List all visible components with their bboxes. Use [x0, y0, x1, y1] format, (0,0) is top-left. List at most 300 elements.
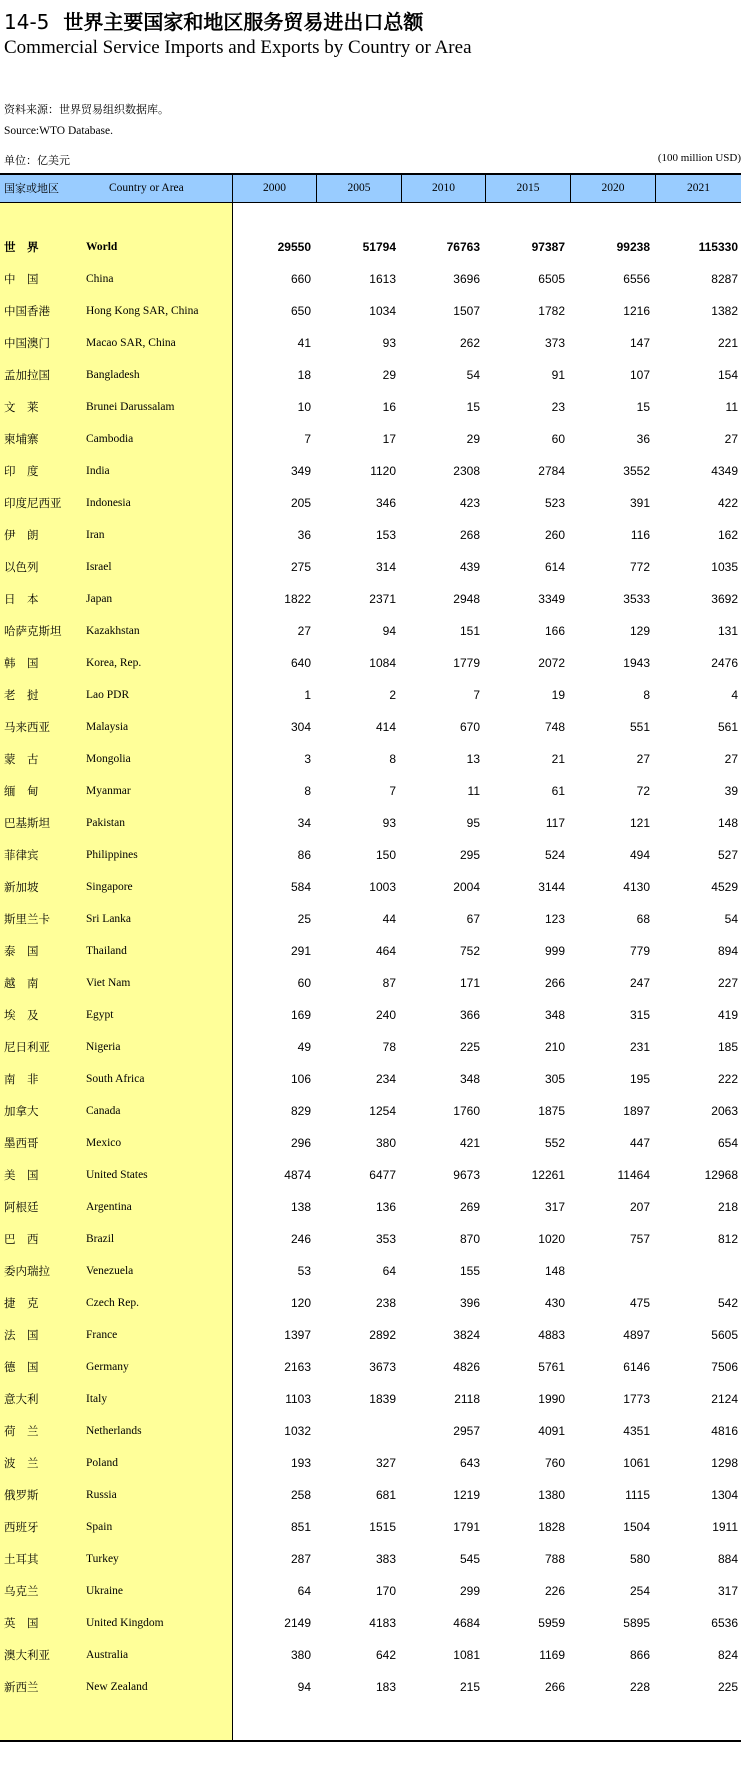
value-cell: 870	[459, 1232, 480, 1246]
value-cell: 3	[304, 752, 311, 766]
country-name-en: Indonesia	[86, 497, 131, 509]
value-cell: 5605	[711, 1328, 738, 1342]
country-name-cn: 乌克兰	[4, 1584, 39, 1598]
value-cell: 4	[731, 688, 738, 702]
country-name-cn: 南 非	[4, 1072, 39, 1086]
value-cell: 305	[544, 1072, 565, 1086]
value-cell: 5959	[538, 1616, 565, 1630]
country-name-en: World	[86, 241, 118, 253]
value-cell: 2004	[453, 880, 480, 894]
value-cell: 894	[717, 944, 738, 958]
value-cell: 8	[389, 752, 396, 766]
value-cell: 1875	[538, 1104, 565, 1118]
value-cell: 383	[375, 1552, 396, 1566]
value-cell: 15	[466, 400, 480, 414]
value-cell: 10	[297, 400, 311, 414]
value-cell: 1822	[284, 592, 311, 606]
source-en: Source:WTO Database.	[4, 125, 113, 137]
value-cell: 27	[724, 752, 738, 766]
value-cell: 169	[290, 1008, 311, 1022]
value-cell: 7	[389, 784, 396, 798]
table-row	[0, 1639, 741, 1671]
value-cell: 87	[382, 976, 396, 990]
value-cell: 17	[382, 432, 396, 446]
value-cell: 317	[717, 1584, 738, 1598]
value-cell: 3144	[538, 880, 565, 894]
country-name-cn: 印度尼西亚	[4, 496, 62, 510]
value-cell: 2308	[453, 464, 480, 478]
value-cell: 123	[544, 912, 565, 926]
header-year: 2021	[655, 175, 741, 202]
country-name-cn: 加拿大	[4, 1104, 39, 1118]
table-row	[0, 391, 741, 423]
value-cell: 131	[717, 624, 738, 638]
value-cell: 1298	[711, 1456, 738, 1470]
table-header	[0, 173, 741, 203]
value-cell: 11464	[617, 1168, 650, 1182]
header-year: 2010	[401, 175, 485, 202]
country-name-en: United Kingdom	[86, 1617, 164, 1629]
value-cell: 266	[544, 1680, 565, 1694]
country-name-en: Poland	[86, 1457, 118, 1469]
value-cell: 353	[375, 1232, 396, 1246]
value-cell: 1943	[623, 656, 650, 670]
value-cell: 1760	[453, 1104, 480, 1118]
country-name-en: South Africa	[86, 1073, 145, 1085]
value-cell: 54	[724, 912, 738, 926]
country-name-en: China	[86, 273, 114, 285]
value-cell: 148	[717, 816, 738, 830]
country-name-en: Japan	[86, 593, 113, 605]
value-cell: 851	[290, 1520, 311, 1534]
value-cell: 2948	[453, 592, 480, 606]
table-row	[0, 519, 741, 551]
value-cell: 757	[629, 1232, 650, 1246]
value-cell: 527	[717, 848, 738, 862]
value-cell: 6536	[711, 1616, 738, 1630]
value-cell: 315	[629, 1008, 650, 1022]
value-cell: 18	[297, 368, 311, 382]
value-cell: 291	[290, 944, 311, 958]
country-name-cn: 日 本	[4, 592, 39, 606]
value-cell: 97387	[531, 240, 565, 254]
value-cell: 78	[382, 1040, 396, 1054]
value-cell: 115330	[698, 240, 738, 254]
value-cell: 4883	[538, 1328, 565, 1342]
value-cell: 3552	[623, 464, 650, 478]
country-name-cn: 中 国	[4, 272, 39, 286]
header-year: 2020	[570, 175, 655, 202]
country-name-cn: 斯里兰卡	[4, 912, 50, 926]
value-cell: 34	[297, 816, 311, 830]
country-name-en: Turkey	[86, 1553, 119, 1565]
value-cell: 23	[551, 400, 565, 414]
value-cell: 15	[636, 400, 650, 414]
country-name-cn: 俄罗斯	[4, 1488, 39, 1502]
value-cell: 153	[375, 528, 396, 542]
value-cell: 117	[545, 816, 565, 830]
country-name-en: New Zealand	[86, 1681, 148, 1693]
value-cell: 4826	[453, 1360, 480, 1374]
value-cell: 64	[382, 1264, 396, 1278]
value-cell: 866	[629, 1648, 650, 1662]
value-cell: 29	[466, 432, 480, 446]
country-name-cn: 荷 兰	[4, 1424, 39, 1438]
value-cell: 183	[375, 1680, 396, 1694]
value-cell: 155	[459, 1264, 480, 1278]
table-row	[0, 743, 741, 775]
country-name-cn: 中国澳门	[4, 336, 50, 350]
country-name-cn: 巴 西	[4, 1232, 39, 1246]
value-cell: 225	[717, 1680, 738, 1694]
value-cell: 1219	[453, 1488, 480, 1502]
value-cell: 640	[290, 656, 311, 670]
value-cell: 660	[290, 272, 311, 286]
value-cell: 3824	[453, 1328, 480, 1342]
country-name-cn: 缅 甸	[4, 784, 39, 798]
value-cell: 116	[630, 528, 650, 542]
country-name-cn: 柬埔寨	[4, 432, 39, 446]
value-cell: 21	[551, 752, 565, 766]
value-cell: 760	[544, 1456, 565, 1470]
value-cell: 25	[297, 912, 311, 926]
value-cell: 1304	[711, 1488, 738, 1502]
country-name-en: Israel	[86, 561, 112, 573]
header-year: 2005	[316, 175, 401, 202]
value-cell: 6477	[369, 1168, 396, 1182]
value-cell: 3533	[623, 592, 650, 606]
value-cell: 1515	[369, 1520, 396, 1534]
value-cell: 643	[459, 1456, 480, 1470]
page-title-cn	[4, 6, 423, 35]
value-cell: 2957	[453, 1424, 480, 1438]
table-number: 14-5	[4, 10, 50, 34]
value-cell: 1254	[369, 1104, 396, 1118]
value-cell: 295	[459, 848, 480, 862]
table-row	[0, 871, 741, 903]
unit-en: (100 million USD)	[657, 152, 741, 164]
table-row	[0, 1479, 741, 1511]
country-name-en: Bangladesh	[86, 369, 140, 381]
value-cell: 4684	[453, 1616, 480, 1630]
value-cell: 260	[544, 528, 565, 542]
table-row	[0, 903, 741, 935]
value-cell: 346	[375, 496, 396, 510]
value-cell: 3696	[453, 272, 480, 286]
value-cell: 193	[290, 1456, 311, 1470]
value-cell: 812	[717, 1232, 738, 1246]
value-cell: 681	[375, 1488, 396, 1502]
table-row	[0, 1127, 741, 1159]
value-cell: 5895	[623, 1616, 650, 1630]
value-cell: 580	[629, 1552, 650, 1566]
value-cell: 373	[544, 336, 565, 350]
value-cell: 138	[290, 1200, 311, 1214]
value-cell: 327	[375, 1456, 396, 1470]
value-cell: 6146	[623, 1360, 650, 1374]
value-cell: 4091	[538, 1424, 565, 1438]
value-cell: 296	[290, 1136, 311, 1150]
country-name-en: Malaysia	[86, 721, 129, 733]
value-cell: 439	[459, 560, 480, 574]
country-name-cn: 蒙 古	[4, 752, 39, 766]
table-row	[0, 583, 741, 615]
table-row	[0, 359, 741, 391]
value-cell: 154	[717, 368, 738, 382]
value-cell: 1828	[538, 1520, 565, 1534]
value-cell: 884	[717, 1552, 738, 1566]
country-name-en: Czech Rep.	[86, 1297, 140, 1309]
value-cell: 1791	[453, 1520, 480, 1534]
value-cell: 205	[290, 496, 311, 510]
table-row	[0, 1607, 741, 1639]
value-cell: 13	[466, 752, 480, 766]
value-cell: 51794	[362, 240, 396, 254]
value-cell: 275	[290, 560, 311, 574]
country-name-en: Kazakhstan	[86, 625, 140, 637]
table-row	[0, 1351, 741, 1383]
value-cell: 1507	[453, 304, 480, 318]
value-cell: 68	[636, 912, 650, 926]
value-cell: 1990	[538, 1392, 565, 1406]
country-name-en: France	[86, 1329, 118, 1341]
value-cell: 41	[297, 336, 311, 350]
value-cell: 269	[459, 1200, 480, 1214]
value-cell: 4351	[623, 1424, 650, 1438]
value-cell: 266	[544, 976, 565, 990]
value-cell: 788	[544, 1552, 565, 1566]
value-cell: 464	[375, 944, 396, 958]
header-year: 2000	[232, 175, 316, 202]
value-cell: 12261	[531, 1168, 565, 1182]
country-name-en: Iran	[86, 529, 105, 541]
value-cell: 2	[389, 688, 396, 702]
value-cell: 4897	[623, 1328, 650, 1342]
table-row	[0, 327, 741, 359]
value-cell: 8287	[711, 272, 738, 286]
data-table	[0, 173, 741, 1742]
value-cell: 380	[375, 1136, 396, 1150]
value-cell: 2892	[369, 1328, 396, 1342]
value-cell: 91	[551, 368, 565, 382]
country-name-en: United States	[86, 1169, 148, 1181]
value-cell: 147	[629, 336, 650, 350]
value-cell: 19	[551, 688, 565, 702]
table-row	[0, 967, 741, 999]
table-row	[0, 615, 741, 647]
table-row	[0, 263, 741, 295]
value-cell: 11	[725, 400, 738, 414]
value-cell: 247	[629, 976, 650, 990]
country-name-cn: 尼日利亚	[4, 1040, 50, 1054]
value-cell: 16	[382, 400, 396, 414]
country-name-cn: 马来西亚	[4, 720, 50, 734]
table-row	[0, 231, 741, 263]
country-name-cn: 中国香港	[4, 304, 50, 318]
country-name-cn: 越 南	[4, 976, 39, 990]
country-name-en: Ukraine	[86, 1585, 124, 1597]
country-name-cn: 伊 朗	[4, 528, 39, 542]
table-row	[0, 487, 741, 519]
value-cell: 4529	[711, 880, 738, 894]
table-row	[0, 1255, 741, 1287]
value-cell: 524	[544, 848, 565, 862]
value-cell: 7506	[711, 1360, 738, 1374]
country-name-en: Netherlands	[86, 1425, 142, 1437]
country-name-cn: 法 国	[4, 1328, 39, 1342]
table-row	[0, 1063, 741, 1095]
country-name-cn: 捷 克	[4, 1296, 39, 1310]
value-cell: 151	[459, 624, 480, 638]
value-cell: 829	[290, 1104, 311, 1118]
value-cell: 171	[459, 976, 480, 990]
table-row	[0, 1095, 741, 1127]
value-cell: 317	[544, 1200, 565, 1214]
value-cell: 1115	[625, 1488, 650, 1502]
value-cell: 1032	[284, 1424, 311, 1438]
country-name-cn: 新加坡	[4, 880, 39, 894]
value-cell: 4130	[623, 880, 650, 894]
country-name-en: Argentina	[86, 1201, 132, 1213]
value-cell: 60	[297, 976, 311, 990]
country-name-en: Germany	[86, 1361, 129, 1373]
value-cell: 2163	[284, 1360, 311, 1374]
value-cell: 1216	[623, 304, 650, 318]
country-name-en: Italy	[86, 1393, 108, 1405]
value-cell: 129	[629, 624, 650, 638]
value-cell: 29550	[277, 240, 311, 254]
country-name-en: Cambodia	[86, 433, 134, 445]
country-name-cn: 西班牙	[4, 1520, 39, 1534]
value-cell: 44	[382, 912, 396, 926]
country-name-en: Brazil	[86, 1233, 115, 1245]
value-cell: 3673	[369, 1360, 396, 1374]
value-cell: 67	[466, 912, 480, 926]
table-bottom-rule	[0, 1740, 741, 1742]
header-country-cn: 国家或地区	[4, 182, 59, 195]
value-cell: 11	[467, 784, 480, 798]
country-name-cn: 土耳其	[4, 1552, 39, 1566]
table-row	[0, 1287, 741, 1319]
unit-cn: 单位：亿美元	[4, 154, 70, 167]
value-cell: 215	[459, 1680, 480, 1694]
value-cell: 240	[375, 1008, 396, 1022]
country-name-cn: 波 兰	[4, 1456, 39, 1470]
value-cell: 210	[544, 1040, 565, 1054]
value-cell: 39	[724, 784, 738, 798]
value-cell: 7	[473, 688, 480, 702]
value-cell: 2371	[369, 592, 396, 606]
value-cell: 228	[629, 1680, 650, 1694]
table-row	[0, 1159, 741, 1191]
value-cell: 12968	[704, 1168, 738, 1182]
country-name-en: Pakistan	[86, 817, 125, 829]
value-cell: 54	[466, 368, 480, 382]
value-cell: 2118	[454, 1392, 480, 1406]
value-cell: 824	[717, 1648, 738, 1662]
table-row	[0, 1511, 741, 1543]
value-cell: 8	[643, 688, 650, 702]
value-cell: 1034	[369, 304, 396, 318]
value-cell: 348	[544, 1008, 565, 1022]
value-cell: 614	[544, 560, 565, 574]
value-cell: 1169	[539, 1648, 565, 1662]
value-cell: 36	[636, 432, 650, 446]
value-cell: 106	[290, 1072, 311, 1086]
value-cell: 654	[717, 1136, 738, 1150]
value-cell: 4874	[284, 1168, 311, 1182]
value-cell: 1003	[369, 880, 396, 894]
value-cell: 1081	[453, 1648, 480, 1662]
value-cell: 136	[375, 1200, 396, 1214]
value-cell: 195	[629, 1072, 650, 1086]
table-row	[0, 935, 741, 967]
title-cn-text: 世界主要国家和地区服务贸易进出口总额	[63, 10, 424, 34]
country-name-en: Nigeria	[86, 1041, 121, 1053]
value-cell: 27	[297, 624, 311, 638]
country-name-en: Myanmar	[86, 785, 131, 797]
value-cell: 772	[629, 560, 650, 574]
table-row	[0, 1319, 741, 1351]
table-row	[0, 1191, 741, 1223]
value-cell: 2476	[711, 656, 738, 670]
value-cell: 314	[375, 560, 396, 574]
value-cell: 120	[290, 1296, 311, 1310]
table-row	[0, 1383, 741, 1415]
value-cell: 150	[375, 848, 396, 862]
header-year: 2015	[485, 175, 570, 202]
country-name-cn: 巴基斯坦	[4, 816, 50, 830]
country-name-cn: 意大利	[4, 1392, 39, 1406]
value-cell: 304	[290, 720, 311, 734]
value-cell: 72	[636, 784, 650, 798]
country-name-en: Thailand	[86, 945, 127, 957]
value-cell: 2124	[711, 1392, 738, 1406]
value-cell: 650	[290, 304, 311, 318]
value-cell: 396	[459, 1296, 480, 1310]
country-name-en: Philippines	[86, 849, 138, 861]
value-cell: 8	[304, 784, 311, 798]
value-cell: 258	[290, 1488, 311, 1502]
country-name-cn: 英 国	[4, 1616, 39, 1630]
country-name-cn: 印 度	[4, 464, 39, 478]
value-cell: 430	[544, 1296, 565, 1310]
value-cell: 185	[717, 1040, 738, 1054]
country-name-en: Mexico	[86, 1137, 122, 1149]
value-cell: 61	[551, 784, 565, 798]
value-cell: 475	[629, 1296, 650, 1310]
table-row	[0, 1031, 741, 1063]
value-cell: 366	[459, 1008, 480, 1022]
table-row	[0, 1447, 741, 1479]
country-name-cn: 以色列	[4, 560, 39, 574]
table-row	[0, 775, 741, 807]
value-cell: 227	[717, 976, 738, 990]
country-name-cn: 新西兰	[4, 1680, 39, 1694]
value-cell: 27	[724, 432, 738, 446]
value-cell: 94	[297, 1680, 311, 1694]
value-cell: 222	[717, 1072, 738, 1086]
value-cell: 419	[717, 1008, 738, 1022]
value-cell: 234	[375, 1072, 396, 1086]
value-cell: 268	[459, 528, 480, 542]
value-cell: 423	[459, 496, 480, 510]
value-cell: 93	[382, 336, 396, 350]
value-cell: 1	[304, 688, 311, 702]
value-cell: 262	[459, 336, 480, 350]
value-cell: 1897	[623, 1104, 650, 1118]
table-row	[0, 711, 741, 743]
